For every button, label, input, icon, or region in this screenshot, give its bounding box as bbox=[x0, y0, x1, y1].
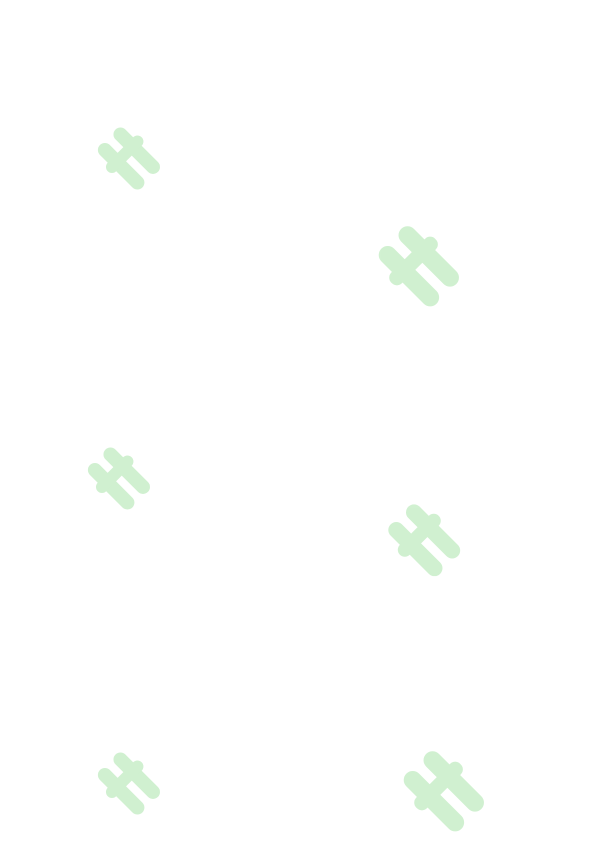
watermark-3-logo bbox=[81, 440, 157, 516]
watermark-6-logo bbox=[394, 742, 493, 841]
watermark-4-logo bbox=[380, 496, 468, 584]
watermark-2-logo bbox=[369, 217, 468, 316]
watermark-1-logo bbox=[91, 120, 167, 196]
watermark-5-logo bbox=[91, 745, 167, 821]
